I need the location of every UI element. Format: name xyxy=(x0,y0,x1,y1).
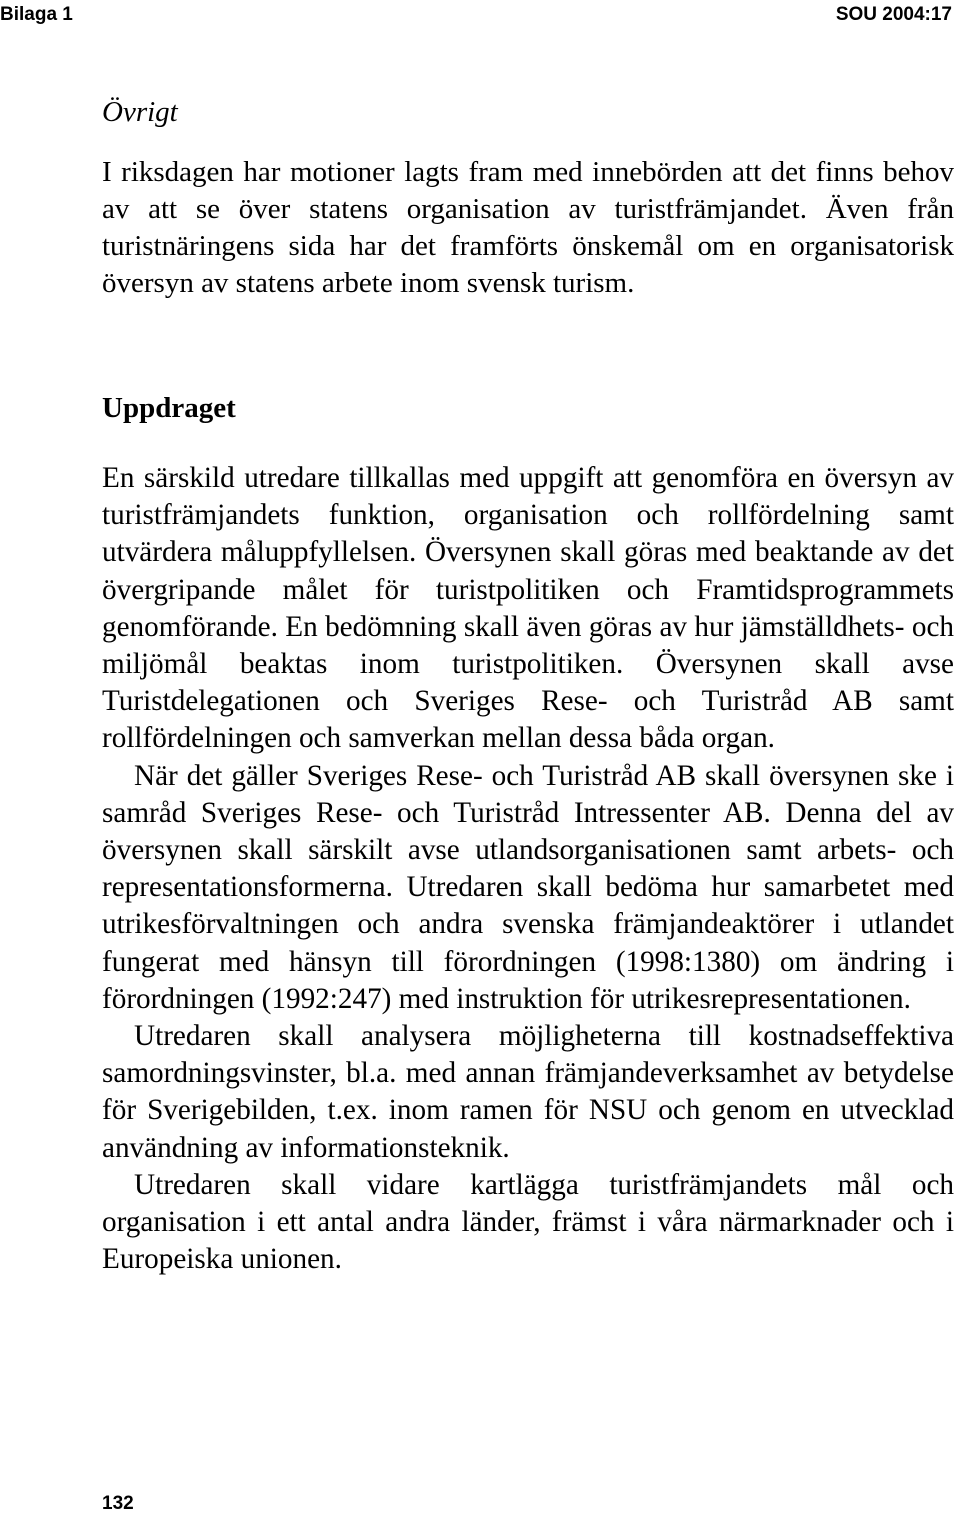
appendix-label: Bilaga 1 xyxy=(0,4,73,25)
page-content xyxy=(102,92,954,1278)
section-heading-uppdraget: Uppdraget xyxy=(102,392,236,424)
paragraph-uppdraget-3: Utredaren skall analysera möjligheterna till kostnadseffektiva samordningsvinster, bl.a. med annan främjandeverksamhet av betydelse för Sverigebilden, t.ex. inom ramen för NSU och genom en utvecklad användning av informationsteknik. xyxy=(102,1020,954,1164)
page-number: 132 xyxy=(102,1493,134,1514)
section-heading-ovrigt: Övrigt xyxy=(102,96,178,128)
running-header xyxy=(0,4,960,34)
report-id: SOU 2004:17 xyxy=(835,4,952,25)
paragraph-uppdraget-1: En särskild utredare tillkallas med uppgift att genomföra en översyn av turistfrämjandets funktion, organisation och rollfördelning samt utvärdera måluppfyllelsen. Översynen skall göras med beaktande av det övergripande målet för turistpolitiken och Framtidsprogrammets genomförande. En bedömning skall även göras av hur jämställdhets- och miljömål beaktas inom turistpolitiken. Översynen skall avse Turistdelegationen och Sveriges Rese- och Turistråd AB samt rollfördelningen och samverkan mellan dessa båda organ. xyxy=(102,462,954,755)
paragraph-uppdraget-2: När det gäller Sveriges Rese- och Turistråd AB skall översynen ske i samråd Sveriges Rese- och Turistråd Intressenter AB. Denna del av översynen skall särskilt avse utlandsorganisationen samt arbets- och representationsformerna. Utredaren skall bedöma hur samarbetet med utrikesförvaltningen och andra svenska främjandeaktörer i utlandet fungerat med hänsyn till förordningen (1998:1380) om ändring i förordningen (1992:247) med instruktion för utrikesrepresentationen. xyxy=(102,759,954,1015)
paragraph-ovrigt: I riksdagen har motioner lagts fram med innebörden att det finns behov av att se över statens organisation av turistfrämjandet. Även från turistnäringens sida har det framförts önskemål om en organisatorisk översyn av statens arbete inom svensk turism. xyxy=(102,156,954,299)
paragraph-uppdraget-4: Utredaren skall vidare kartlägga turistfrämjandets mål och organisation i ett antal andra länder, främst i våra närmarknader och i Europeiska unionen. xyxy=(102,1168,954,1276)
